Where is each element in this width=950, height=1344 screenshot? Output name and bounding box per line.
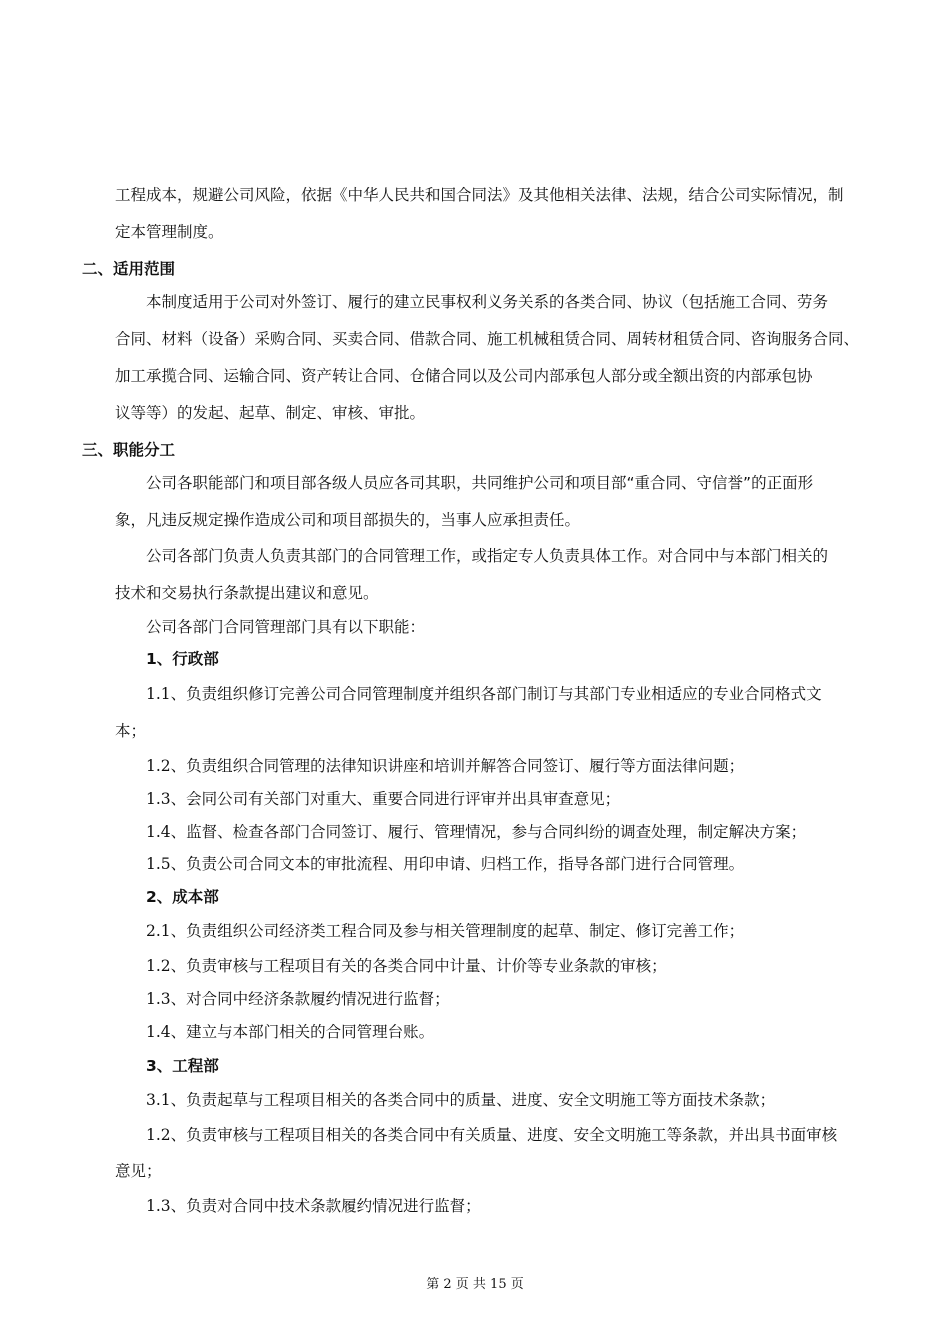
paragraph-line: 1.3、会同公司有关部门对重大、重要合同进行评审并出具审查意见； (146, 790, 621, 808)
paragraph-line: 合同、材料（设备）采购合同、买卖合同、借款合同、施工机械租赁合同、周转材租赁合同、咨询服务合同、 (115, 330, 860, 348)
paragraph-line: 意见； (115, 1162, 162, 1180)
paragraph-line: 1.1、负责组织修订完善公司合同管理制度并组织各部门制订与其部门专业相适应的专业合同格式文 (146, 685, 822, 703)
paragraph-line: 公司各部门合同管理部门具有以下职能： (146, 618, 426, 636)
paragraph-line: 工程成本，规避公司风险，依据《中华人民共和国合同法》及其他相关法律、法规，结合公司实际情况，制 (115, 186, 844, 204)
paragraph-line: 1.2、负责组织合同管理的法律知识讲座和培训并解答合同签订、履行等方面法律问题； (146, 757, 745, 775)
paragraph-line: 2.1、负责组织公司经济类工程合同及参与相关管理制度的起草、制定、修订完善工作； (146, 922, 745, 940)
subheading-admin-dept: 1、行政部 (146, 650, 219, 668)
paragraph-line: 加工承揽合同、运输合同、资产转让合同、仓储合同以及公司内部承包人部分或全额出资的内部承包协 (115, 367, 813, 385)
paragraph-line: 本； (115, 722, 147, 740)
page-footer: 第 2 页 共 15 页 (426, 1277, 524, 1292)
paragraph-line: 象，凡违反规定操作造成公司和项目部损失的，当事人应承担责任。 (115, 511, 581, 529)
paragraph-line: 1.2、负责审核与工程项目相关的各类合同中有关质量、进度、安全文明施工等条款，并出具书面审核 (146, 1126, 838, 1144)
paragraph-line: 定本管理制度。 (115, 223, 224, 241)
paragraph-line: 1.2、负责审核与工程项目有关的各类合同中计量、计价等专业条款的审核； (146, 957, 667, 975)
section-heading-scope: 二、适用范围 (82, 260, 176, 278)
paragraph-line: 1.5、负责公司合同文本的审批流程、用印申请、归档工作，指导各部门进行合同管理。 (146, 855, 745, 873)
section-heading-duties: 三、职能分工 (82, 441, 176, 459)
paragraph-line: 1.3、对合同中经济条款履约情况进行监督； (146, 990, 450, 1008)
paragraph-line: 1.4、建立与本部门相关的合同管理台账。 (146, 1023, 435, 1041)
paragraph-line: 1.3、负责对合同中技术条款履约情况进行监督； (146, 1197, 481, 1215)
paragraph-line: 议等等）的发起、起草、制定、审核、审批。 (115, 404, 426, 422)
paragraph-line: 公司各部门负责人负责其部门的合同管理工作，或指定专人负责具体工作。对合同中与本部门相关的 (146, 547, 829, 565)
subheading-cost-dept: 2、成本部 (146, 888, 219, 906)
paragraph-line: 3.1、负责起草与工程项目相关的各类合同中的质量、进度、安全文明施工等方面技术条款； (146, 1091, 776, 1109)
subheading-engineering-dept: 3、工程部 (146, 1057, 219, 1075)
paragraph-line: 本制度适用于公司对外签订、履行的建立民事权利义务关系的各类合同、协议（包括施工合同、劳务 (146, 293, 829, 311)
paragraph-line: 技术和交易执行条款提出建议和意见。 (115, 584, 379, 602)
paragraph-line: 1.4、监督、检查各部门合同签订、履行、管理情况，参与合同纠纷的调查处理，制定解决方案； (146, 823, 807, 841)
paragraph-line: 公司各职能部门和项目部各级人员应各司其职，共同维护公司和项目部“重合同、守信誉”的正面形 (146, 474, 814, 492)
